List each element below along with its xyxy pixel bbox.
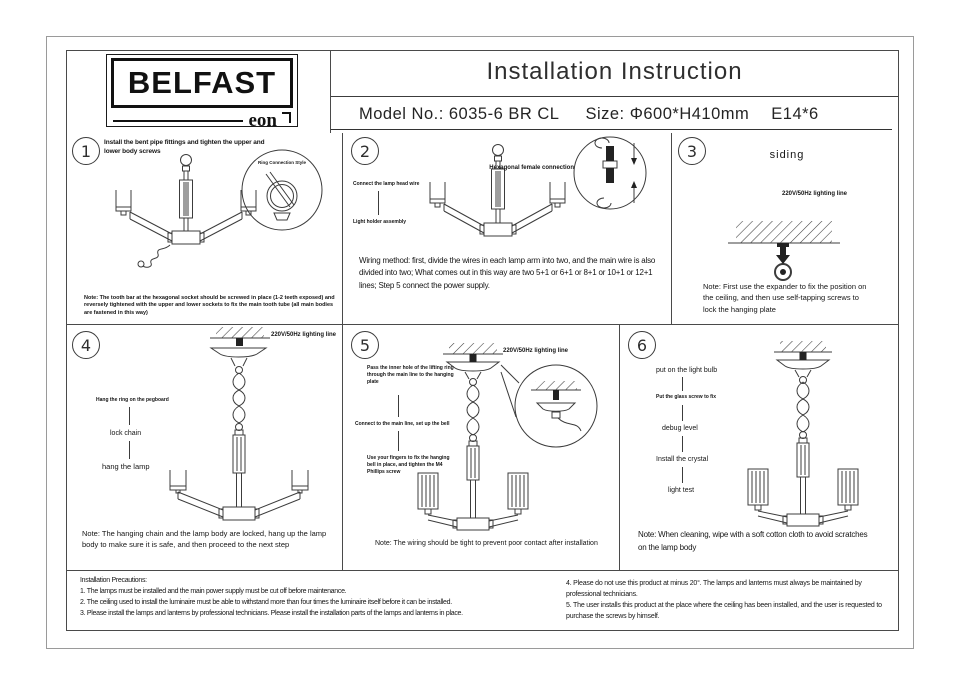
logo-secondary: eon [248, 110, 277, 131]
logo-secondary-row [111, 111, 293, 130]
leader-line [682, 436, 683, 452]
power-line-label: 220V/50Hz lighting line [782, 191, 848, 197]
step-label: debug level [662, 425, 698, 432]
panel-step-5 [343, 325, 620, 570]
page-title: Installation Instruction [486, 58, 743, 85]
precautions-left-column [80, 576, 566, 619]
step-number-badge: 4 [72, 331, 100, 359]
panel-step-6 [620, 325, 898, 570]
panel-step-3 [672, 133, 898, 325]
precaution-item: 3. Please install the lamps and lanterns by professional technicians. Please install the installation parts of the lamps and lanterns in place. [80, 609, 463, 617]
power-line-label: 220V/50Hz lighting line [271, 332, 337, 338]
step-label: Use your fingers to fix the hanging bell in place, and tighten the M4 Phillips screw [367, 455, 450, 475]
chandelier-top-diagram [343, 133, 672, 325]
step-instruction: Install the bent pipe fittings and tighten the upper and lower body screws [104, 139, 265, 155]
step-label: Install the crystal [656, 456, 709, 463]
logo-tick-mark [282, 112, 291, 123]
panel-step-1 [66, 133, 343, 325]
detail-circle-label: Hexagonal female connection [489, 165, 574, 171]
precautions-title: Installation Precautions: [80, 577, 147, 584]
logo-box [106, 54, 298, 131]
step-label: Put the glass screw to fix [656, 394, 717, 400]
leader-line [682, 405, 683, 421]
precaution-item: 4. Please do not use this product at minus 20°. The lamps and lanterns must always be maintained by professional technicians. [566, 580, 862, 598]
step-note: Note: When cleaning, wipe with a soft cotton cloth to avoid scratches on the lamp body [638, 530, 868, 552]
step-label: hang the lamp [102, 462, 150, 471]
logo-primary: BELFAST [111, 58, 293, 108]
hanging-lamp-diagram [343, 325, 620, 570]
model-number: Model No.: 6035-6 BR CL [359, 104, 560, 123]
panel-step-2 [343, 133, 672, 325]
step-label: light test [668, 487, 695, 494]
holder-label: Light holder assembly [353, 219, 407, 225]
wire-label: Connect the lamp head wire [353, 181, 420, 187]
leader-line [682, 377, 683, 391]
step-label: Hang the ring on the pegboard [96, 397, 169, 403]
power-line-label: 220V/50Hz lighting line [503, 348, 569, 354]
leader-line [398, 395, 399, 417]
precaution-item: 5. The user installs this product at the place where the ceiling has been installed, and the user is requested to purchase the screws by himself. [566, 601, 882, 620]
leader-line [129, 441, 130, 459]
step-note: Note: The tooth bar at the hexagonal socket should be screwed in place (1-2 teeth exposed) and reversely tightened with the upper and lower sockets to fix the main tooth tube (all main bodies are fastened in this way) [84, 295, 335, 316]
step-note: Wiring method: first, divide the wires in each lamp arm into two, and the main wire is also divided into two; What comes out in this way are two 5+1 or 6+1 or 8+1 or 10+1 or 12+1 lines; Step 5 connect the power supply. [359, 256, 656, 290]
step-number-badge: 2 [351, 137, 379, 165]
precautions-footer [66, 570, 898, 630]
model-row [331, 97, 892, 130]
size-spec: Size: Φ600*H410mm [585, 104, 750, 123]
panel-caption: siding [769, 149, 805, 161]
precaution-item: 2. The ceiling used to install the luminaire must be able to withstand more than four times the luminaire itself before it can be installed. [80, 598, 452, 606]
logo-divider-line [113, 120, 243, 122]
step-label: Pass the inner hole of the lifting ring through the main line to the hanging plate [367, 365, 454, 385]
precautions-right-column [566, 579, 896, 622]
precaution-item: 1. The lamps must be installed and the main power supply must be cut off before maintenance. [80, 587, 347, 595]
step-label: lock chain [110, 430, 142, 437]
title-section [331, 50, 898, 133]
step-label: Connect to the main line, set up the bell [355, 421, 450, 427]
leader-line [398, 431, 399, 451]
lamp-spec: E14*6 [771, 104, 819, 123]
leader-line [129, 407, 130, 425]
step-note: Note: The hanging chain and the lamp body are locked, hang up the lamp body to make sure it is safe, and then proceed to the next step [82, 529, 327, 550]
step-label: put on the light bulb [656, 367, 718, 374]
step-number-badge: 3 [678, 137, 706, 165]
step-note: Note: First use the expander to fix the position on the ceiling, and then use self-tapping screws to lock the hanging plate [703, 282, 867, 314]
leader-line [682, 467, 683, 483]
step-number-badge: 6 [628, 331, 656, 359]
step-note: Note: The wiring should be tight to prevent poor contact after installation [375, 540, 598, 547]
step-number-badge: 1 [72, 137, 100, 165]
detail-circle-label: Ring Connection Style [257, 160, 306, 165]
panel-step-4 [66, 325, 343, 570]
step-number-badge: 5 [351, 331, 379, 359]
leader-line [378, 191, 379, 215]
